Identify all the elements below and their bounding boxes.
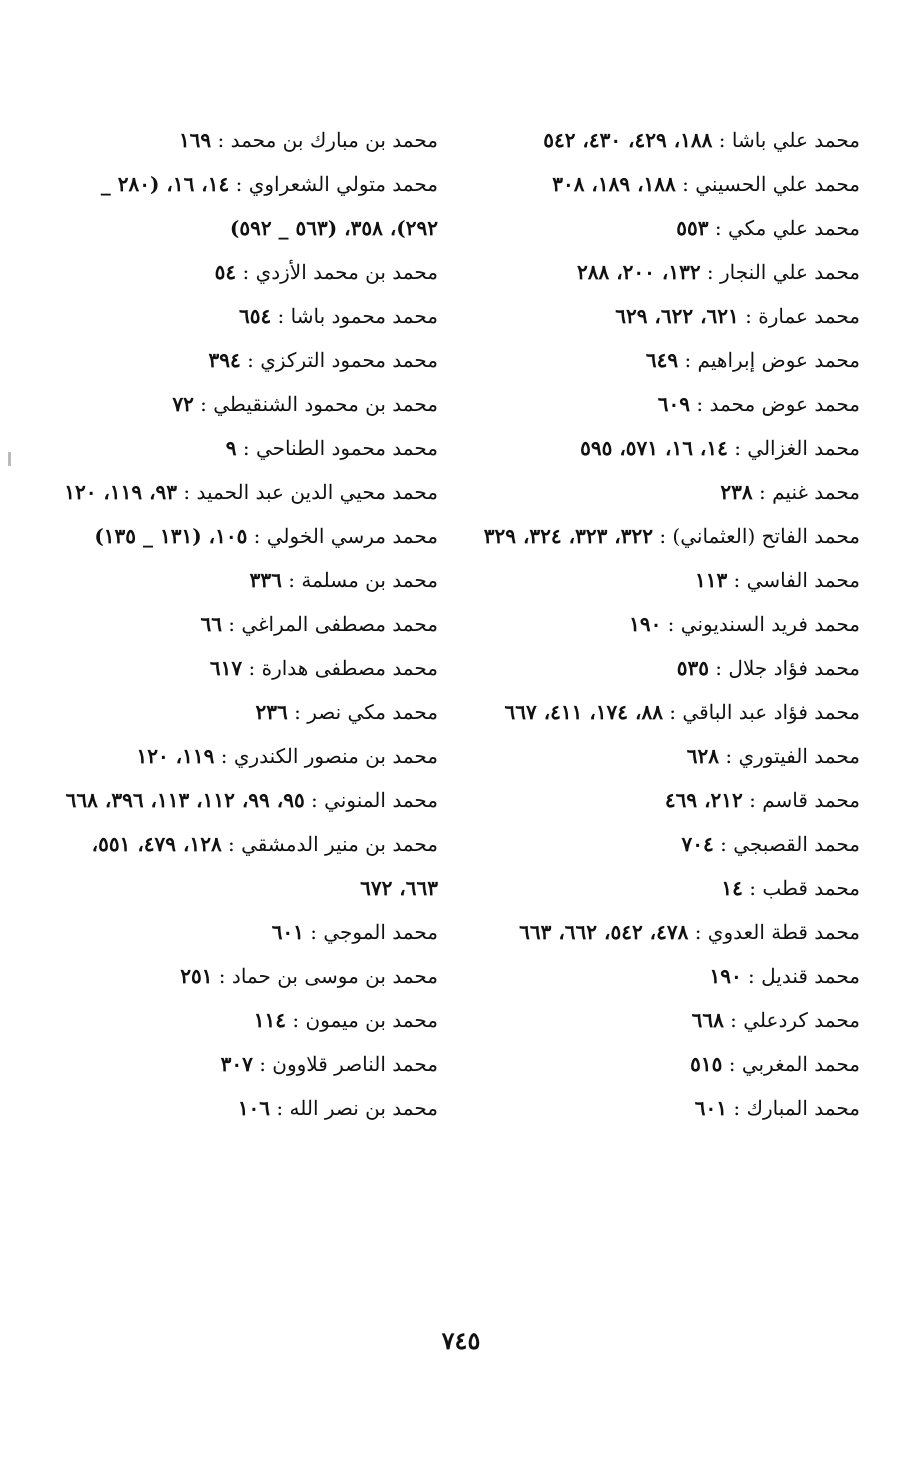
entry-name: محمد بن منصور الكندري	[233, 744, 438, 768]
entry-separator: :	[221, 612, 242, 636]
entry-separator: :	[242, 656, 262, 680]
entry-pages: ٦٠١	[271, 920, 304, 944]
index-entry	[60, 998, 438, 1042]
entry-separator: :	[678, 348, 698, 372]
entry-separator: :	[287, 700, 308, 724]
entry-separator: :	[700, 260, 721, 284]
index-entry	[60, 294, 438, 338]
entry-pages: ٧٠٤	[681, 832, 714, 856]
entry-pages: ١٠٦	[237, 1096, 271, 1120]
entry-pages: ١٤	[721, 876, 743, 900]
entry-name: محمد فريد السنديوني	[680, 612, 860, 636]
entry-name: محمد علي باشا	[731, 128, 860, 152]
entry-name: محمد قطة العدوي	[707, 920, 860, 944]
entry-name: محمد بن موسى بن حماد	[231, 964, 438, 988]
index-entry	[60, 910, 438, 954]
entry-name: محمد الفيتوري	[738, 744, 860, 768]
entry-pages: ٦٠٩	[657, 392, 691, 416]
entry-name: محمد بن محمود الشنقيطي	[213, 392, 438, 416]
entry-separator: :	[281, 568, 302, 592]
index-entry	[480, 910, 860, 954]
entry-separator: :	[286, 1008, 306, 1032]
entry-pages: ٦٥٤	[238, 304, 272, 328]
entry-pages: ٢١٢، ٤٦٩	[664, 788, 743, 812]
entry-name: محمد فؤاد جلال	[728, 656, 860, 680]
entry-name: محمد مكي نصر	[307, 700, 438, 724]
entry-pages: ٦٦٨	[691, 1008, 724, 1032]
entry-name: محمد الفاسي	[746, 568, 860, 592]
index-entry	[480, 250, 860, 294]
entry-separator: :	[742, 788, 763, 812]
page-number: ٧٤٥	[441, 1326, 481, 1355]
index-entry	[480, 426, 860, 470]
index-entry	[60, 602, 438, 646]
index-entry	[480, 690, 860, 734]
index-entry	[480, 294, 860, 338]
index-entry	[60, 778, 438, 822]
entry-pages: ٦٢١، ٦٢٢، ٦٢٩	[615, 304, 739, 328]
entry-name: محمد المبارك	[746, 1096, 860, 1120]
index-entry	[480, 1086, 860, 1130]
entry-name: محمد مصطفى هدارة	[261, 656, 438, 680]
entry-name: محمد محمود الطناحي	[255, 436, 438, 460]
entry-pages: ٩٥، ٩٩، ١١٢، ١١٣، ٣٩٦، ٦٦٨	[65, 788, 305, 812]
entry-pages: ٢٥١	[180, 964, 213, 988]
index-entry	[480, 646, 860, 690]
entry-separator: :	[211, 128, 231, 152]
entry-pages: ٩	[225, 436, 237, 460]
entry-separator: :	[247, 524, 267, 548]
index-column-left	[60, 118, 438, 1130]
entry-separator: :	[193, 392, 214, 416]
index-entry	[60, 558, 438, 602]
entry-separator: :	[727, 568, 747, 592]
index-entry	[60, 162, 438, 250]
entry-name: محمد علي النجار	[720, 260, 860, 284]
entry-pages: ١٣٢، ٢٠٠، ٢٨٨	[577, 260, 701, 284]
entry-name: محمد بن مبارك بن محمد	[230, 128, 438, 152]
entry-separator: :	[229, 172, 249, 196]
entry-name: محمد قطب	[762, 876, 860, 900]
margin-mark	[8, 452, 11, 466]
entry-name: محمد الموجي	[323, 920, 438, 944]
entry-name: محمد المغربي	[741, 1052, 860, 1076]
entry-name: محمد الفاتح (العثماني)	[672, 524, 860, 548]
entry-separator: :	[742, 876, 763, 900]
index-entry	[60, 118, 438, 162]
entry-name: محمد بن نصر الله	[289, 1096, 438, 1120]
entry-separator: :	[708, 216, 728, 240]
entry-pages: ١١٤	[253, 1008, 287, 1032]
entry-separator: :	[662, 700, 683, 724]
entry-pages: ٦٦	[200, 612, 222, 636]
index-entry	[480, 470, 860, 514]
entry-name: محمد محمود باشا	[290, 304, 438, 328]
index-entry	[480, 602, 860, 646]
entry-pages: ٣٠٧	[220, 1052, 253, 1076]
entry-name: محمد كردعلي	[743, 1008, 860, 1032]
index-column-right	[480, 118, 860, 1130]
entry-name: محمد علي مكي	[727, 216, 860, 240]
index-entry	[480, 118, 860, 162]
entry-name: محمد القصبجي	[733, 832, 860, 856]
entry-pages: ٨٨، ١٧٤، ٤١١، ٦٦٧	[504, 700, 663, 724]
entry-separator: :	[236, 436, 256, 460]
entry-separator: :	[713, 832, 734, 856]
index-entry	[60, 426, 438, 470]
entry-pages: ١٠٥، (١٣١ _ ١٣٥)	[94, 524, 248, 548]
entry-pages: ١٤، ١٦، (٢٨٠ _ ٢٩٢)، ٣٥٨، (٥٦٣ _ ٥٩٢)	[100, 172, 438, 240]
entry-name: محمد عوض محمد	[709, 392, 860, 416]
entry-pages: ٩٣، ١١٩، ١٢٠	[64, 480, 178, 504]
entry-pages: ٣٢٢، ٣٢٣، ٣٢٤، ٣٢٩	[483, 524, 653, 548]
entry-separator: :	[240, 348, 261, 372]
entry-separator: :	[708, 656, 729, 680]
entry-pages: ١١٩، ١٢٠	[136, 744, 215, 768]
entry-separator: :	[738, 304, 759, 328]
entry-pages: ٥٣٥	[676, 656, 709, 680]
index-entry	[60, 1042, 438, 1086]
entry-separator: :	[221, 832, 242, 856]
index-entry	[480, 734, 860, 778]
entry-separator: :	[719, 744, 739, 768]
entry-pages: ١٩٠	[629, 612, 662, 636]
index-entry	[480, 866, 860, 910]
entry-pages: ٦٤٩	[645, 348, 679, 372]
entry-separator: :	[661, 612, 681, 636]
entry-name: محمد مصطفى المراغي	[241, 612, 438, 636]
entry-separator: :	[723, 1008, 744, 1032]
entry-separator: :	[270, 1096, 290, 1120]
index-entry	[60, 514, 438, 558]
entry-pages: ٣٩٤	[208, 348, 241, 372]
entry-pages: ١١٣	[694, 568, 728, 592]
entry-name: محمد بن محمد الأزدي	[255, 260, 438, 284]
entry-separator: :	[304, 788, 325, 812]
index-entry	[480, 382, 860, 426]
entry-pages: ٧٢	[172, 392, 194, 416]
entry-name: محمد المنوني	[324, 788, 438, 812]
entry-name: محمد متولي الشعراوي	[248, 172, 438, 196]
entry-pages: ٢٣٨	[720, 480, 753, 504]
entry-name: محمد غنيم	[772, 480, 860, 504]
entry-name: محمد علي الحسيني	[695, 172, 860, 196]
entry-name: محمد محيي الدين عبد الحميد	[196, 480, 438, 504]
index-entry	[60, 734, 438, 778]
entry-name: محمد عوض إبراهيم	[697, 348, 860, 372]
entry-pages: ٦٠١	[694, 1096, 728, 1120]
entry-pages: ٦١٧	[209, 656, 243, 680]
entry-pages: ٣٣٦	[249, 568, 282, 592]
index-entry	[480, 822, 860, 866]
entry-name: محمد بن منير الدمشقي	[241, 832, 438, 856]
entry-separator: :	[177, 480, 197, 504]
entry-separator: :	[722, 1052, 742, 1076]
entry-pages: ١٦٩	[178, 128, 212, 152]
index-entry	[60, 382, 438, 426]
entry-pages: ٥١٥	[690, 1052, 723, 1076]
entry-pages: ٥٤	[214, 260, 237, 284]
index-entry	[480, 514, 860, 558]
entry-separator: :	[652, 524, 673, 548]
entry-pages: ٥٥٣	[676, 216, 709, 240]
index-entry	[60, 250, 438, 294]
entry-separator: :	[236, 260, 256, 284]
entry-separator: :	[741, 964, 762, 988]
entry-separator: :	[252, 1052, 273, 1076]
entry-pages: ١٨٨، ١٨٩، ٣٠٨	[552, 172, 676, 196]
entry-name: محمد بن ميمون	[305, 1008, 438, 1032]
entry-separator: :	[690, 392, 710, 416]
entry-name: محمد مرسي الخولي	[266, 524, 438, 548]
entry-name: محمد محمود التركزي	[260, 348, 438, 372]
entry-name: محمد الناصر قلاوون	[272, 1052, 438, 1076]
entry-separator: :	[303, 920, 324, 944]
index-entry	[480, 558, 860, 602]
index-entry	[480, 1042, 860, 1086]
entry-separator: :	[212, 964, 232, 988]
index-entry	[480, 338, 860, 382]
entry-pages: ١٢٨، ٤٧٩، ٥٥١، ٦٦٣، ٦٧٢	[91, 832, 438, 900]
entry-separator: :	[271, 304, 291, 328]
entry-separator: :	[688, 920, 708, 944]
entry-pages: ١٩٠	[709, 964, 742, 988]
entry-name: محمد الغزالي	[747, 436, 860, 460]
index-entry	[480, 778, 860, 822]
entry-separator: :	[712, 128, 732, 152]
entry-name: محمد قنديل	[761, 964, 860, 988]
index-entry	[60, 822, 438, 910]
index-entry	[480, 998, 860, 1042]
entry-name: محمد قاسم	[762, 788, 860, 812]
entry-separator: :	[675, 172, 696, 196]
entry-pages: ٤٧٨، ٥٤٢، ٦٦٢، ٦٦٣	[519, 920, 689, 944]
index-entry	[60, 954, 438, 998]
index-entry	[60, 646, 438, 690]
entry-pages: ٦٢٨	[686, 744, 720, 768]
index-entry	[480, 206, 860, 250]
entry-name: محمد بن مسلمة	[301, 568, 438, 592]
entry-name: محمد فؤاد عبد الباقي	[682, 700, 860, 724]
index-entry	[60, 470, 438, 514]
index-entry	[480, 162, 860, 206]
entry-pages: ٢٣٦	[255, 700, 288, 724]
index-entry	[60, 690, 438, 734]
entry-separator: :	[214, 744, 234, 768]
index-entry	[60, 338, 438, 382]
entry-pages: ١٨٨، ٤٢٩، ٤٣٠، ٥٤٢	[543, 128, 713, 152]
entry-separator: :	[727, 1096, 747, 1120]
entry-pages: ١٤، ١٦، ٥٧١، ٥٩٥	[580, 436, 728, 460]
entry-separator: :	[752, 480, 773, 504]
index-entry	[60, 1086, 438, 1130]
index-entry	[480, 954, 860, 998]
entry-separator: :	[727, 436, 748, 460]
entry-name: محمد عمارة	[758, 304, 860, 328]
